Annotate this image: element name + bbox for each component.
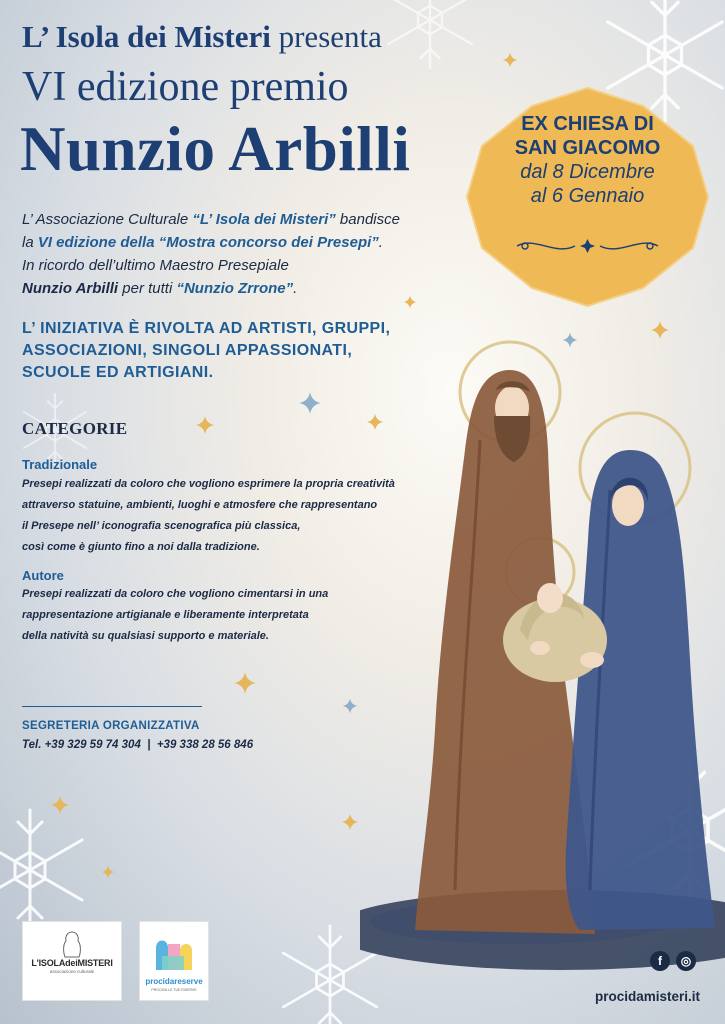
category-autore-description — [22, 584, 328, 647]
snowflake-icon — [0, 810, 82, 930]
phone-numbers — [22, 739, 253, 751]
secretariat-heading: SEGRETERIA ORGANIZZATIVA — [22, 720, 200, 732]
isola-logo-name: L'ISOLAdeiMISTERI — [31, 958, 113, 968]
star-icon — [299, 392, 321, 414]
phone-number-1[interactable]: +39 329 59 74 304 — [44, 739, 141, 751]
description-line: rappresentazione artigianale e liberamente interpretata — [22, 609, 309, 621]
intro-line: In ricordo dell’ultimo Maestro Presepiale — [22, 257, 289, 274]
event-badge — [465, 112, 710, 208]
intro-line: Nunzio Arbilli per tutti “Nunzio Zrrone”. — [22, 280, 298, 297]
date-end: al 6 Gennaio — [530, 185, 645, 207]
date-start: dal 8 Dicembre — [520, 161, 655, 183]
initiative-line: SCUOLE ED ARTIGIANI. — [22, 364, 214, 381]
initiative-line: L’ INIZIATIVA È RIVOLTA AD ARTISTI, GRUPPI, — [22, 320, 391, 337]
intro-line: la VI edizione della “Mostra concorso dei Presepi”. — [22, 234, 383, 251]
snowflake-icon — [388, 0, 471, 68]
description-line: della natività su qualsiasi supporto e materiale. — [22, 630, 269, 642]
star-icon — [196, 416, 214, 434]
divider — [22, 706, 202, 707]
initiative-statement — [22, 318, 462, 384]
procida-logo-name: procidareserve — [145, 977, 203, 986]
phone-separator: | — [147, 739, 151, 751]
intro-paragraph — [22, 208, 462, 300]
edition-title: VI edizione premio — [22, 64, 349, 110]
description-line: così come è giunto fino a noi dalla tradizione. — [22, 541, 260, 553]
description-line: attraverso statuine, ambienti, luoghi e atmosfere che rappresentano — [22, 499, 378, 511]
star-icon — [343, 699, 357, 713]
description-line: il Presepe nell’ iconografia scenografica più classica, — [22, 520, 301, 532]
star-icon — [342, 814, 358, 830]
initiative-line: ASSOCIAZIONI, SINGOLI APPASSIONATI, — [22, 342, 353, 359]
intro-line: L’ Associazione Culturale “L’ Isola dei Misteri” bandisce — [22, 211, 400, 228]
star-icon — [503, 53, 517, 67]
venue-line-2: SAN GIACOMO — [514, 137, 661, 159]
category-autore-name: Autore — [22, 568, 64, 583]
islander-silhouette-icon — [59, 930, 85, 958]
categories-heading: CATEGORIE — [22, 419, 128, 438]
procida-reserve-logo — [139, 921, 209, 1001]
phone-label: Tel. — [22, 739, 42, 751]
procida-houses-icon — [154, 930, 194, 972]
star-icon — [234, 672, 256, 694]
header-presenter — [22, 18, 382, 56]
procida-logo-subtitle: PROCIDA LE TUE RISERVE — [151, 988, 197, 992]
association-name: L’ Isola dei Misteri — [22, 19, 271, 54]
venue-line-1: EX CHIESA DI — [521, 113, 654, 135]
website-link[interactable]: procidamisteri.it — [594, 989, 700, 1004]
facebook-icon[interactable]: f — [650, 951, 670, 971]
description-line: Presepi realizzati da coloro che vogliono esprimere la propria creatività — [22, 478, 395, 490]
description-line: Presepi realizzati da coloro che vogliono cimentarsi in una — [22, 588, 329, 600]
isola-logo-subtitle: associazione culturale — [49, 969, 95, 974]
isola-dei-misteri-logo — [22, 921, 122, 1001]
honoree-title: Nunzio Arbilli — [20, 114, 411, 184]
category-tradizionale-name: Tradizionale — [22, 457, 98, 472]
presenta-word: presenta — [278, 19, 382, 54]
star-icon — [102, 866, 115, 879]
phone-number-2[interactable]: +39 338 28 56 846 — [156, 739, 254, 751]
category-tradizionale-description — [22, 474, 395, 558]
instagram-icon[interactable]: ◎ — [676, 951, 696, 971]
star-icon — [51, 796, 69, 814]
nativity-illustration — [360, 330, 725, 970]
